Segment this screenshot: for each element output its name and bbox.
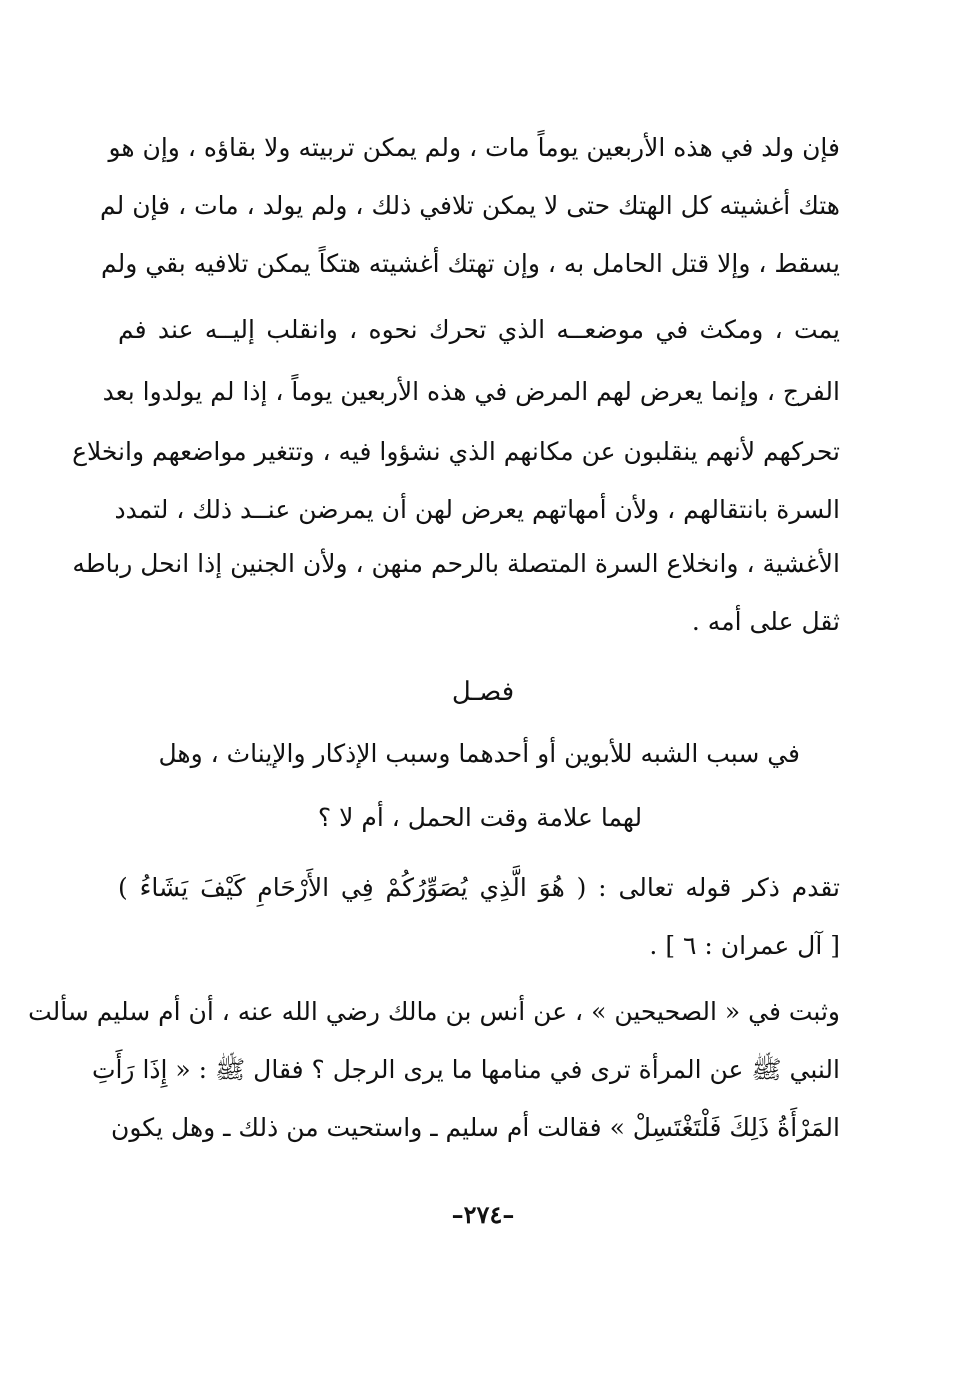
text-line: هتك أغشيته كل الهتك حتى لا يمكن تلافي ذلك ، ولم يولد ، مات ، فإن لم [100, 191, 840, 220]
text-line: تحركهم لأنهم ينقلبون عن مكانهم الذي نشؤوا فيه ، وتتغير مواضعهم وانخلاع [72, 437, 840, 466]
verse-reference: [ آل عمران : ٦ ] . [649, 931, 840, 960]
text-line: يسقط ، وإلا قتل الحامل به ، وإن تهتك أغشيته هتكاً يمكن تلافيه بقي ولم [101, 249, 840, 278]
section-subtitle-line-1: في سبب الشبه للأبوين أو أحدهما وسبب الإذكار والإيناث ، وهل [158, 739, 800, 768]
section-subtitle-line-2: لهما علامة وقت الحمل ، أم لا ؟ [317, 803, 643, 832]
text-line: النبي ﷺ عن المرأة ترى في منامها ما يرى الرجل ؟ فقال ﷺ : « إِذَا رَأَتِ [91, 1055, 840, 1084]
paragraph-1 [72, 126, 840, 536]
text-line: المَرْأَةُ ذَلِكَ فَلْتَغْتَسِلْ » فقالت أم سليم ـ واستحيت من ذلك ـ وهل يكون [111, 1113, 840, 1142]
paragraph-3 [28, 990, 840, 1170]
text-line: يمت ، ومكث في موضعــه الذي تحرك نحوه ، وانقلب إليــه عند فم [118, 315, 840, 344]
text-line: ثقل على أمه . [691, 607, 840, 636]
text-line: السرة بانتقالهم ، ولأن أمهاتهم يعرض لهن أن يمرضن عنــد ذلك ، لتمدد [114, 495, 840, 524]
verse-line: تقدم ذكر قوله تعالى : ( هُوَ الَّذِي يُصَوِّرُكُمْ فِي الأَرْحَامِ كَيْفَ يَشَاءُ ) [118, 873, 840, 902]
page-number: –٢٧٤– [451, 1200, 515, 1229]
paragraph-2 [118, 866, 840, 976]
text-line: الفرج ، وإنما يعرض لهم المرض في هذه الأربعين يوماً ، إذا لم يولدوا بعد [102, 377, 840, 406]
section-title: فصـل [451, 677, 515, 707]
paragraph-1-continued [72, 542, 840, 652]
text-line: الأغشية ، وانخلاع السرة المتصلة بالرحم منهن ، ولأن الجنين إذا انحل رباطه [72, 549, 840, 578]
text-line: وثبت في « الصحيحين » ، عن أنس بن مالك رضي الله عنه ، أن أم سليم سألت [28, 997, 840, 1026]
text-line: فإن ولد في هذه الأربعين يوماً مات ، ولم يمكن تربيته ولا بقاؤه ، وإن هو [108, 133, 840, 162]
